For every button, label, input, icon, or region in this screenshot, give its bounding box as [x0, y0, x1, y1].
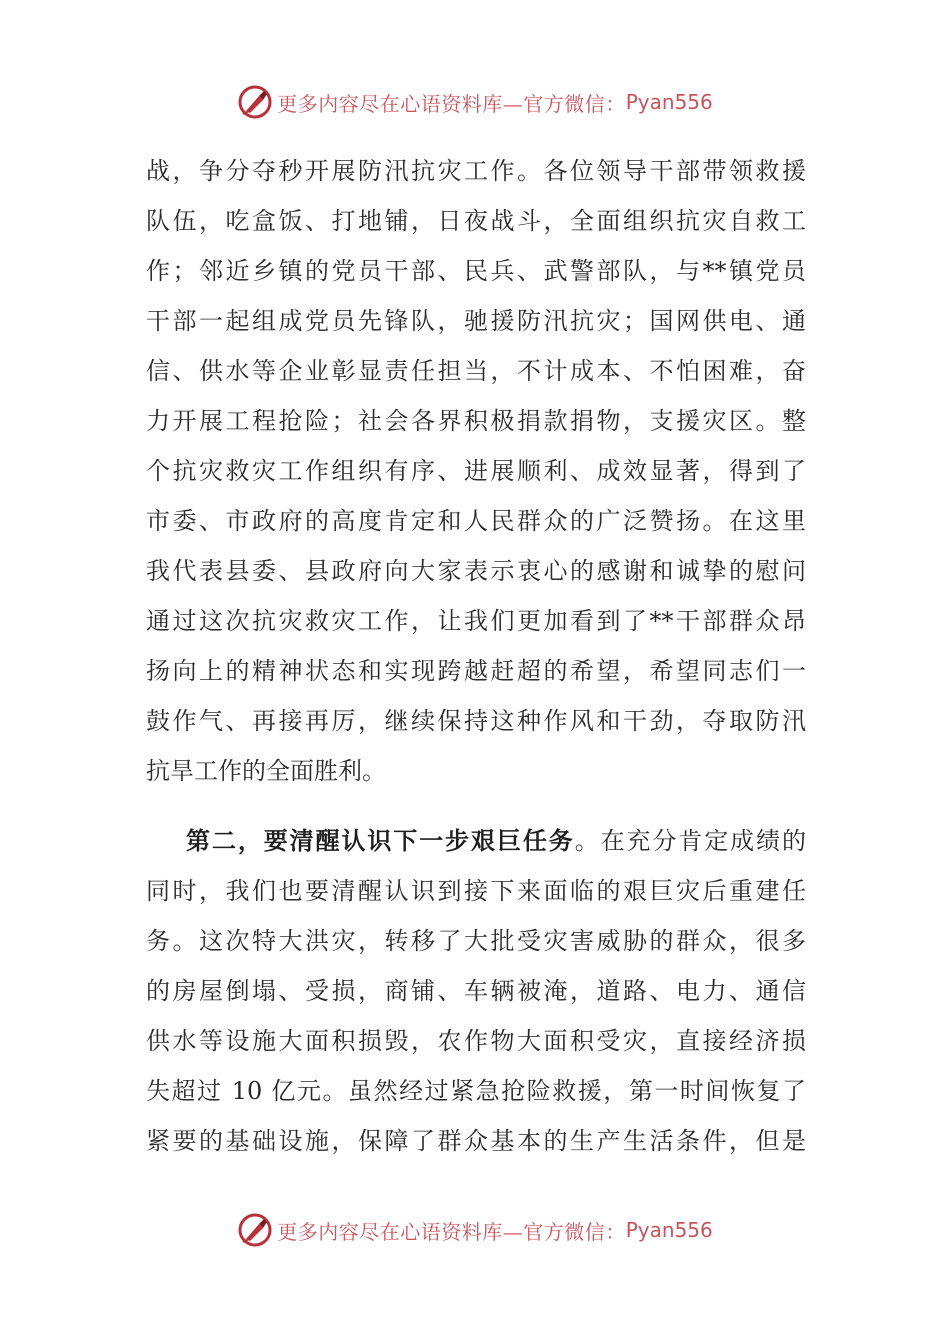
pen-logo-icon — [237, 84, 273, 120]
text-line: 信、供水等企业彰显责任担当，不计成本、不怕困难，奋 — [146, 357, 806, 385]
text-line: 市委、市政府的高度肯定和人民群众的广泛赞扬。在这里 — [146, 507, 806, 535]
watermark-text: 更多内容尽在心语资料库—官方微信： — [277, 1219, 626, 1244]
text-line: 我代表县委、县政府向大家表示衷心的感谢和诚挚的慰问 — [146, 557, 806, 585]
text-line: 同时，我们也要清醒认识到接下来面临的艰巨灾后重建任 — [146, 877, 806, 905]
text-line: 力开展工程抢险；社会各界积极捐款捐物，支援灾区。整 — [146, 407, 806, 435]
text-line: 战，争分夺秒开展防汛抗灾工作。各位领导干部带领救援 — [146, 157, 806, 185]
text-line: 供水等设施大面积损毁，农作物大面积受灾，直接经济损 — [146, 1027, 806, 1055]
text-line: 队伍，吃盒饭、打地铺，日夜战斗，全面组织抗灾自救工 — [146, 207, 806, 235]
text-line: 干部一起组成党员先锋队，驰援防汛抗灾；国网供电、通 — [146, 307, 806, 335]
text-fragment: 。在充分肯定成绩的 — [574, 827, 807, 855]
header-watermark — [0, 80, 950, 124]
watermark-wechat-id: Pyan556 — [625, 90, 713, 114]
text-line: 抗旱工作的全面胜利。 — [146, 757, 386, 785]
text-line: 紧要的基础设施，保障了群众基本的生产生活条件，但是 — [146, 1127, 806, 1155]
section-heading-line — [146, 816, 806, 866]
text-line: 鼓作气、再接再厉，继续保持这种作风和干劲，夺取防汛 — [146, 707, 806, 735]
document-body — [146, 146, 806, 1166]
text-line: 的房屋倒塌、受损，商铺、车辆被淹，道路、电力、通信 — [146, 977, 806, 1005]
text-line: 扬向上的精神状态和实现跨越赶超的希望，希望同志们一 — [146, 657, 806, 685]
pen-logo-icon — [237, 1212, 273, 1248]
text-line: 个抗灾救灾工作组织有序、进展顺利、成效显著，得到了 — [146, 457, 806, 485]
watermark-wechat-id: Pyan556 — [625, 1218, 713, 1242]
text-line: 务。这次特大洪灾，转移了大批受灾害威胁的群众，很多 — [146, 927, 806, 955]
watermark-text: 更多内容尽在心语资料库—官方微信： — [277, 91, 626, 116]
text-line: 通过这次抗灾救灾工作，让我们更加看到了**干部群众昂 — [146, 607, 806, 635]
section-heading: 第二，要清醒认识下一步艰巨任务 — [186, 826, 575, 855]
text-line: 失超过 10 亿元。虽然经过紧急抢险救援，第一时间恢复了 — [146, 1077, 806, 1105]
footer-watermark — [0, 1208, 950, 1252]
text-line: 作；邻近乡镇的党员干部、民兵、武警部队，与**镇党员 — [146, 257, 806, 285]
